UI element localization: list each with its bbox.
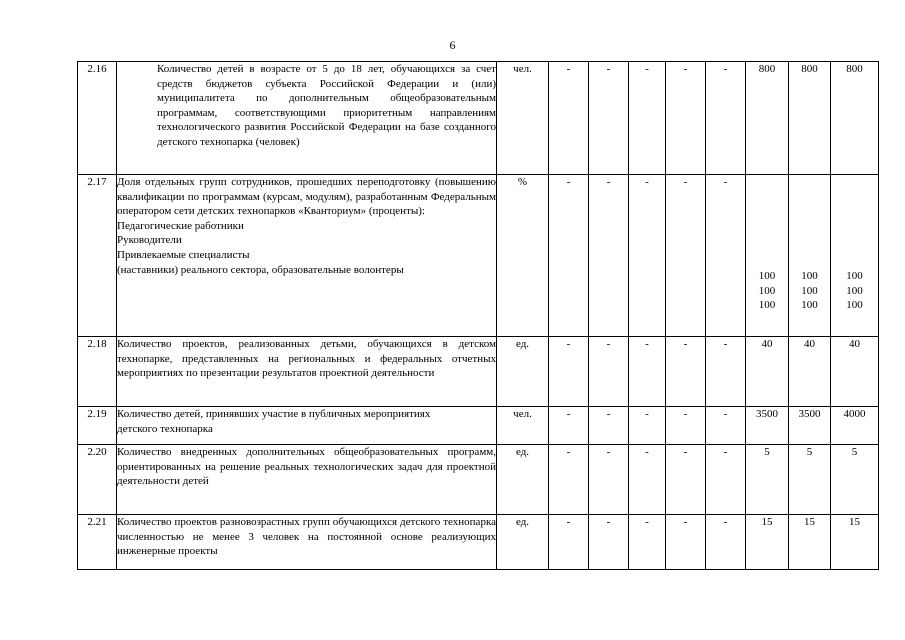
dash-cell: - — [706, 445, 746, 515]
description-text: Количество внедренных дополнительных общеобразовательных программ, ориентированных на решение реальных технологических задач для проектной деятельности детей — [117, 446, 496, 488]
dash-cell: - — [629, 62, 666, 175]
value-cell: 3500 — [746, 407, 789, 445]
indicators-table — [77, 61, 879, 570]
dash-cell: - — [589, 175, 629, 337]
table-row — [78, 175, 879, 337]
dash-cell: - — [706, 515, 746, 570]
dash-cell: - — [706, 62, 746, 175]
value-line: 100 — [758, 270, 776, 282]
row-number: 2.17 — [78, 175, 117, 337]
value-line: 100 — [801, 299, 818, 312]
description-text: Количество детей в возрасте от 5 до 18 лет, обучающихся за счет средств бюджетов субъекта Российской Федерации и (или) муниципалитета по дополнительным общеобразовательным программам, соответствующими приоритетным направлениям технологического развития Российской Федерации на базе созданного детского технопарка (человек) — [157, 63, 496, 148]
sub-item: Руководители — [117, 234, 182, 247]
unit-cell: ед. — [497, 337, 549, 407]
dash-cell: - — [666, 62, 706, 175]
value-cell: 5 — [831, 445, 879, 515]
value-line: 100 — [846, 299, 863, 312]
value-cell: 4000 — [831, 407, 879, 445]
dash-cell: - — [589, 445, 629, 515]
dash-cell: - — [666, 337, 706, 407]
dash-cell: - — [549, 337, 589, 407]
dash-cell: - — [666, 175, 706, 337]
value-cell: 15 — [789, 515, 831, 570]
dash-cell: - — [589, 407, 629, 445]
row-description — [117, 175, 497, 337]
page-number: 6 — [449, 38, 456, 52]
value-line: 100 — [801, 284, 818, 297]
dash-cell: - — [589, 337, 629, 407]
value-cell: 15 — [746, 515, 789, 570]
sub-item: Привлекаемые специалисты — [117, 248, 250, 261]
description-text: Количество детей, принявших участие в публичных мероприятиях детского технопарка — [117, 408, 431, 435]
dash-cell: - — [666, 515, 706, 570]
dash-cell: - — [589, 62, 629, 175]
dash-cell: - — [629, 407, 666, 445]
value-line: 100 — [846, 270, 863, 282]
table-row — [78, 407, 879, 445]
value-cell: 800 — [789, 62, 831, 175]
value-line: 100 — [801, 270, 818, 282]
value-cell: 40 — [789, 337, 831, 407]
description-text: Количество проектов, реализованных детьми, обучающихся в детском технопарке, представленных на региональных и федеральных отчетных мероприятиях по презентации результатов проектной деятельности — [117, 338, 496, 380]
dash-cell: - — [706, 337, 746, 407]
value-line: 100 — [758, 284, 776, 297]
row-description — [117, 515, 497, 570]
table-row — [78, 445, 879, 515]
row-number: 2.16 — [78, 62, 117, 175]
row-number: 2.21 — [78, 515, 117, 570]
unit-cell: ед. — [497, 515, 549, 570]
dash-cell: - — [589, 515, 629, 570]
dash-cell: - — [629, 445, 666, 515]
value-cell: 800 — [831, 62, 879, 175]
unit-cell: ед. — [497, 445, 549, 515]
description-text: Количество проектов разновозрастных групп обучающихся детского технопарка численностью не менее 3 человек на постоянной основе реализующих инженерные проекты — [117, 516, 496, 558]
dash-cell: - — [629, 515, 666, 570]
value-cell: 15 — [831, 515, 879, 570]
row-number: 2.18 — [78, 337, 117, 407]
dash-cell: - — [629, 337, 666, 407]
value-line: 100 — [846, 284, 863, 297]
value-cell: 5 — [789, 445, 831, 515]
value-cell — [831, 175, 879, 337]
unit-cell: чел. — [497, 407, 549, 445]
row-description — [117, 337, 497, 407]
value-cell: 40 — [746, 337, 789, 407]
sub-item: (наставники) реального сектора, образовательные волонтеры — [117, 263, 404, 276]
unit-cell: % — [497, 175, 549, 337]
row-number: 2.19 — [78, 407, 117, 445]
dash-cell: - — [706, 407, 746, 445]
table-row — [78, 62, 879, 175]
value-cell: 5 — [746, 445, 789, 515]
dash-cell: - — [549, 175, 589, 337]
table-row — [78, 337, 879, 407]
sub-item: Педагогические работники — [117, 219, 244, 232]
description-text: Доля отдельных групп сотрудников, прошедших переподготовку (повышению квалификации по программам (курсам, модулям), разработанным Федеральным оператором сети детских технопарков «Кванториум» (проценты): — [117, 176, 496, 218]
dash-cell: - — [549, 62, 589, 175]
value-cell: 800 — [746, 62, 789, 175]
dash-cell: - — [666, 407, 706, 445]
dash-cell: - — [706, 175, 746, 337]
row-description — [117, 62, 497, 175]
value-cell: 3500 — [789, 407, 831, 445]
row-number: 2.20 — [78, 445, 117, 515]
dash-cell: - — [549, 407, 589, 445]
value-cell — [746, 175, 789, 337]
dash-cell: - — [629, 175, 666, 337]
dash-cell: - — [549, 445, 589, 515]
row-description — [117, 407, 497, 445]
dash-cell: - — [549, 515, 589, 570]
value-cell — [789, 175, 831, 337]
table-row — [78, 515, 879, 570]
dash-cell: - — [666, 445, 706, 515]
row-description — [117, 445, 497, 515]
unit-cell: чел. — [497, 62, 549, 175]
value-cell: 40 — [831, 337, 879, 407]
value-line: 100 — [758, 299, 776, 312]
